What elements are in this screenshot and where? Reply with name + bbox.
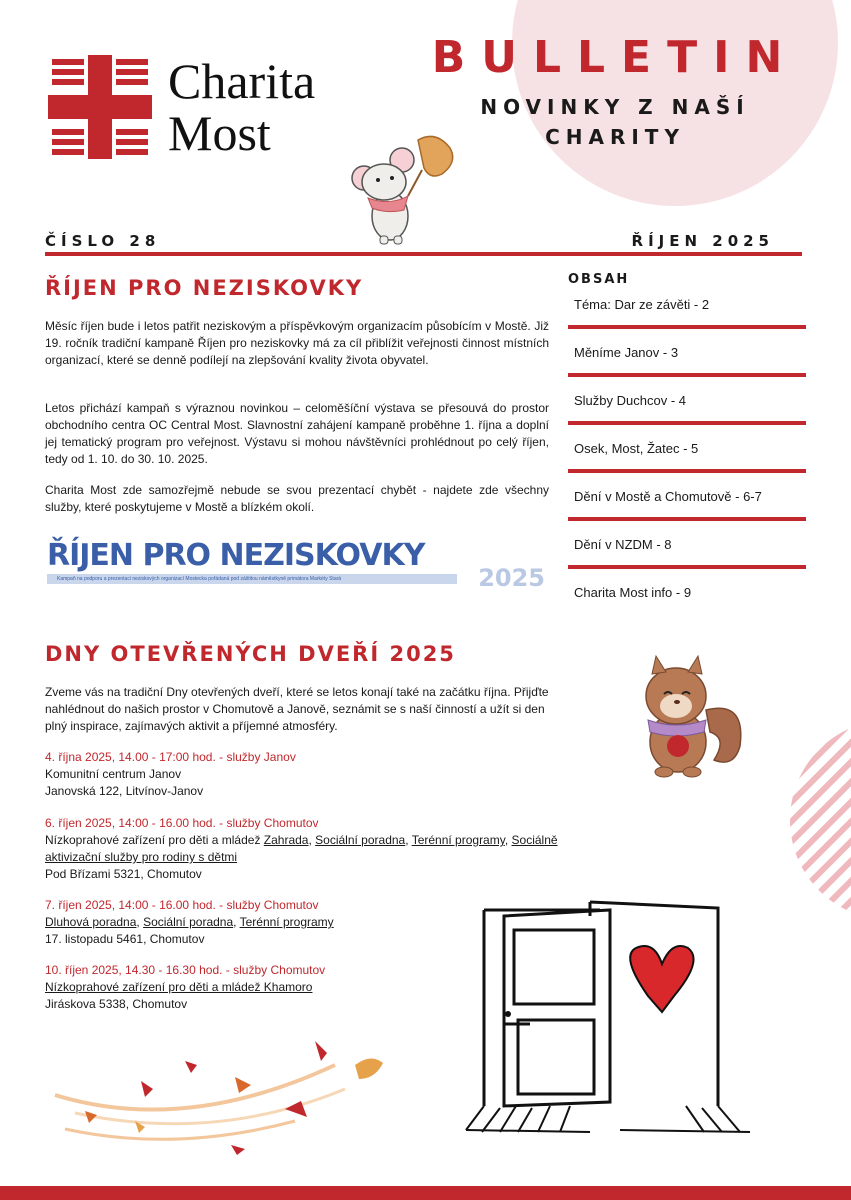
subtitle-line1: NOVINKY Z NAŠÍ bbox=[480, 95, 750, 119]
link-dluhova-poradna[interactable]: Dluhová poradna bbox=[45, 915, 137, 929]
link-terenni-programy[interactable]: Terénní programy bbox=[239, 915, 334, 929]
link-terenni-programy[interactable]: Terénní programy bbox=[411, 833, 505, 847]
event-services-prefix: Nízkoprahové zařízení pro děti a mládež bbox=[45, 833, 264, 847]
squirrel-illustration bbox=[636, 650, 746, 780]
issue-divider bbox=[45, 252, 802, 256]
toc-item-label: Dění v NZDM - 8 bbox=[574, 537, 672, 552]
toc-item[interactable] bbox=[568, 537, 806, 585]
toc-item[interactable] bbox=[568, 489, 806, 537]
event-datetime: 7. říjen 2025, 14:00 - 16.00 hod. - služby Chomutov bbox=[45, 898, 319, 912]
logo-line2: Most bbox=[168, 105, 271, 161]
logo-line1: Charita bbox=[168, 53, 316, 109]
section1-paragraph-3: Charita Most zde samozřejmě nebude se svou prezentací chybět - najdete zde všechny služby, které poskytujeme v Mostě a blízkém okolí. bbox=[45, 483, 549, 514]
event-datetime: 10. říjen 2025, 14.30 - 16.30 hod. - služby Chomutov bbox=[45, 963, 326, 977]
toc-item-label: Charita Most info - 9 bbox=[574, 585, 692, 600]
event-address: Jiráskova 5338, Chomutov bbox=[45, 997, 188, 1011]
toc-divider bbox=[568, 517, 806, 521]
toc-item-label: Dění v Mostě a Chomutově - 6-7 bbox=[574, 489, 762, 504]
rijen-campaign-banner bbox=[47, 538, 547, 592]
toc-divider bbox=[568, 373, 806, 377]
footer-bar bbox=[0, 1186, 851, 1200]
event-address: Janovská 122, Litvínov-Janov bbox=[45, 784, 204, 798]
banner-title: ŘÍJEN PRO NEZISKOVKY bbox=[47, 538, 425, 573]
section1-paragraph-2: Letos přichází kampaň s výraznou novinkou – celoměšíční výstava se přesouvá do prostor obchodního centra OC Central Most. Slavnostní zahájení kampaně proběhne 1. října a doplní jej tematický program pro veřejnost. Výstavu si mohou návštěvníci prohlédnout po celý říjen, tedy od 1. 10. do 30. 10. 2025. bbox=[45, 401, 549, 466]
event-place: Komunitní centrum Janov bbox=[45, 767, 182, 781]
toc-item[interactable] bbox=[568, 345, 806, 393]
toc-item[interactable] bbox=[568, 441, 806, 489]
issue-bar bbox=[45, 232, 802, 258]
issue-date: ŘÍJEN 2025 bbox=[631, 232, 774, 250]
toc-divider bbox=[568, 421, 806, 425]
table-of-contents bbox=[568, 272, 806, 633]
banner-caption: Kampaň na podporu a prezentaci neziskových organizací Mostecka pořádaná pod záštitou náměstkyně primátora Markéty Stará bbox=[47, 574, 457, 584]
toc-item-label: Téma: Dar ze závěti - 2 bbox=[574, 297, 710, 312]
charita-logo bbox=[48, 55, 315, 159]
toc-item-label: Osek, Most, Žatec - 5 bbox=[574, 441, 699, 456]
event-services: Dluhová poradna, Sociální poradna, Terénní programy bbox=[45, 915, 334, 929]
event-datetime: 6. říjen 2025, 14:00 - 16.00 hod. - služby Chomutov bbox=[45, 816, 319, 830]
event-services: Nízkoprahové zařízení pro děti a mládež Zahrada, Sociální poradna, Terénní programy, Sociálně aktivizační služby pro rodiny s dětmi bbox=[45, 833, 558, 864]
toc-item[interactable] bbox=[568, 297, 806, 345]
toc-item-label: Měníme Janov - 3 bbox=[574, 345, 679, 360]
link-socialni-poradna[interactable]: Sociální poradna bbox=[315, 833, 406, 847]
section-title-rijen: ŘÍJEN PRO NEZISKOVKY bbox=[45, 276, 364, 300]
toc-divider bbox=[568, 325, 806, 329]
toc-divider bbox=[568, 565, 806, 569]
event-address: 17. listopadu 5461, Chomutov bbox=[45, 932, 205, 946]
section2-intro: Zveme vás na tradiční Dny otevřených dveří, které se letos konají také na začátku října. Přijďte nahlédnout do našich prostor v Chomutově a Janově, seznámit se s naší činností a užít si den plný inspirace, zajímavých aktivit a příjemné atmosféry. bbox=[45, 685, 549, 733]
link-khamoro[interactable]: Nízkoprahové zařízení pro děti a mládež Khamoro bbox=[45, 980, 313, 994]
toc-item[interactable] bbox=[568, 585, 806, 633]
toc-item[interactable] bbox=[568, 393, 806, 441]
charita-cross-icon bbox=[48, 55, 152, 159]
subtitle-line2: CHARITY bbox=[545, 125, 685, 149]
link-socialni-poradna[interactable]: Sociální poradna bbox=[143, 915, 234, 929]
toc-title: OBSAH bbox=[568, 272, 630, 287]
section1-paragraph-1: Měsíc říjen bude i letos patřit neziskovým a příspěvkovým organizacím působícím v Mostě. Již 19. ročník tradiční kampaně Říjen pro neziskovky má za cíl přiblížit veřejnosti činnost místních organizací, které se denně podílejí na zlepšování kvality života obyvatel. bbox=[45, 319, 549, 367]
banner-year: 2025 bbox=[478, 564, 545, 592]
event-datetime: 4. října 2025, 14.00 - 17:00 hod. - služby Janov bbox=[45, 750, 296, 764]
event-item bbox=[45, 749, 565, 800]
event-item bbox=[45, 815, 565, 883]
event-address: Pod Břízami 5321, Chomutov bbox=[45, 867, 202, 881]
toc-divider bbox=[568, 469, 806, 473]
link-zahrada[interactable]: Zahrada bbox=[263, 833, 309, 847]
decorative-striped-circle bbox=[790, 720, 851, 920]
autumn-leaves-illustration bbox=[45, 1035, 405, 1155]
bulletin-subtitle bbox=[430, 92, 800, 152]
issue-number: ČÍSLO 28 bbox=[45, 232, 161, 250]
bulletin-title: BULLETIN bbox=[431, 32, 799, 83]
open-door-heart-illustration bbox=[460, 896, 760, 1136]
toc-item-label: Služby Duchcov - 4 bbox=[574, 393, 686, 408]
link-sas-rodiny[interactable]: Sociálně aktivizační služby pro rodiny s dětmi bbox=[45, 833, 558, 864]
section-title-dny-otevrenych-dveri: DNY OTEVŘENÝCH DVEŘÍ 2025 bbox=[45, 642, 456, 666]
